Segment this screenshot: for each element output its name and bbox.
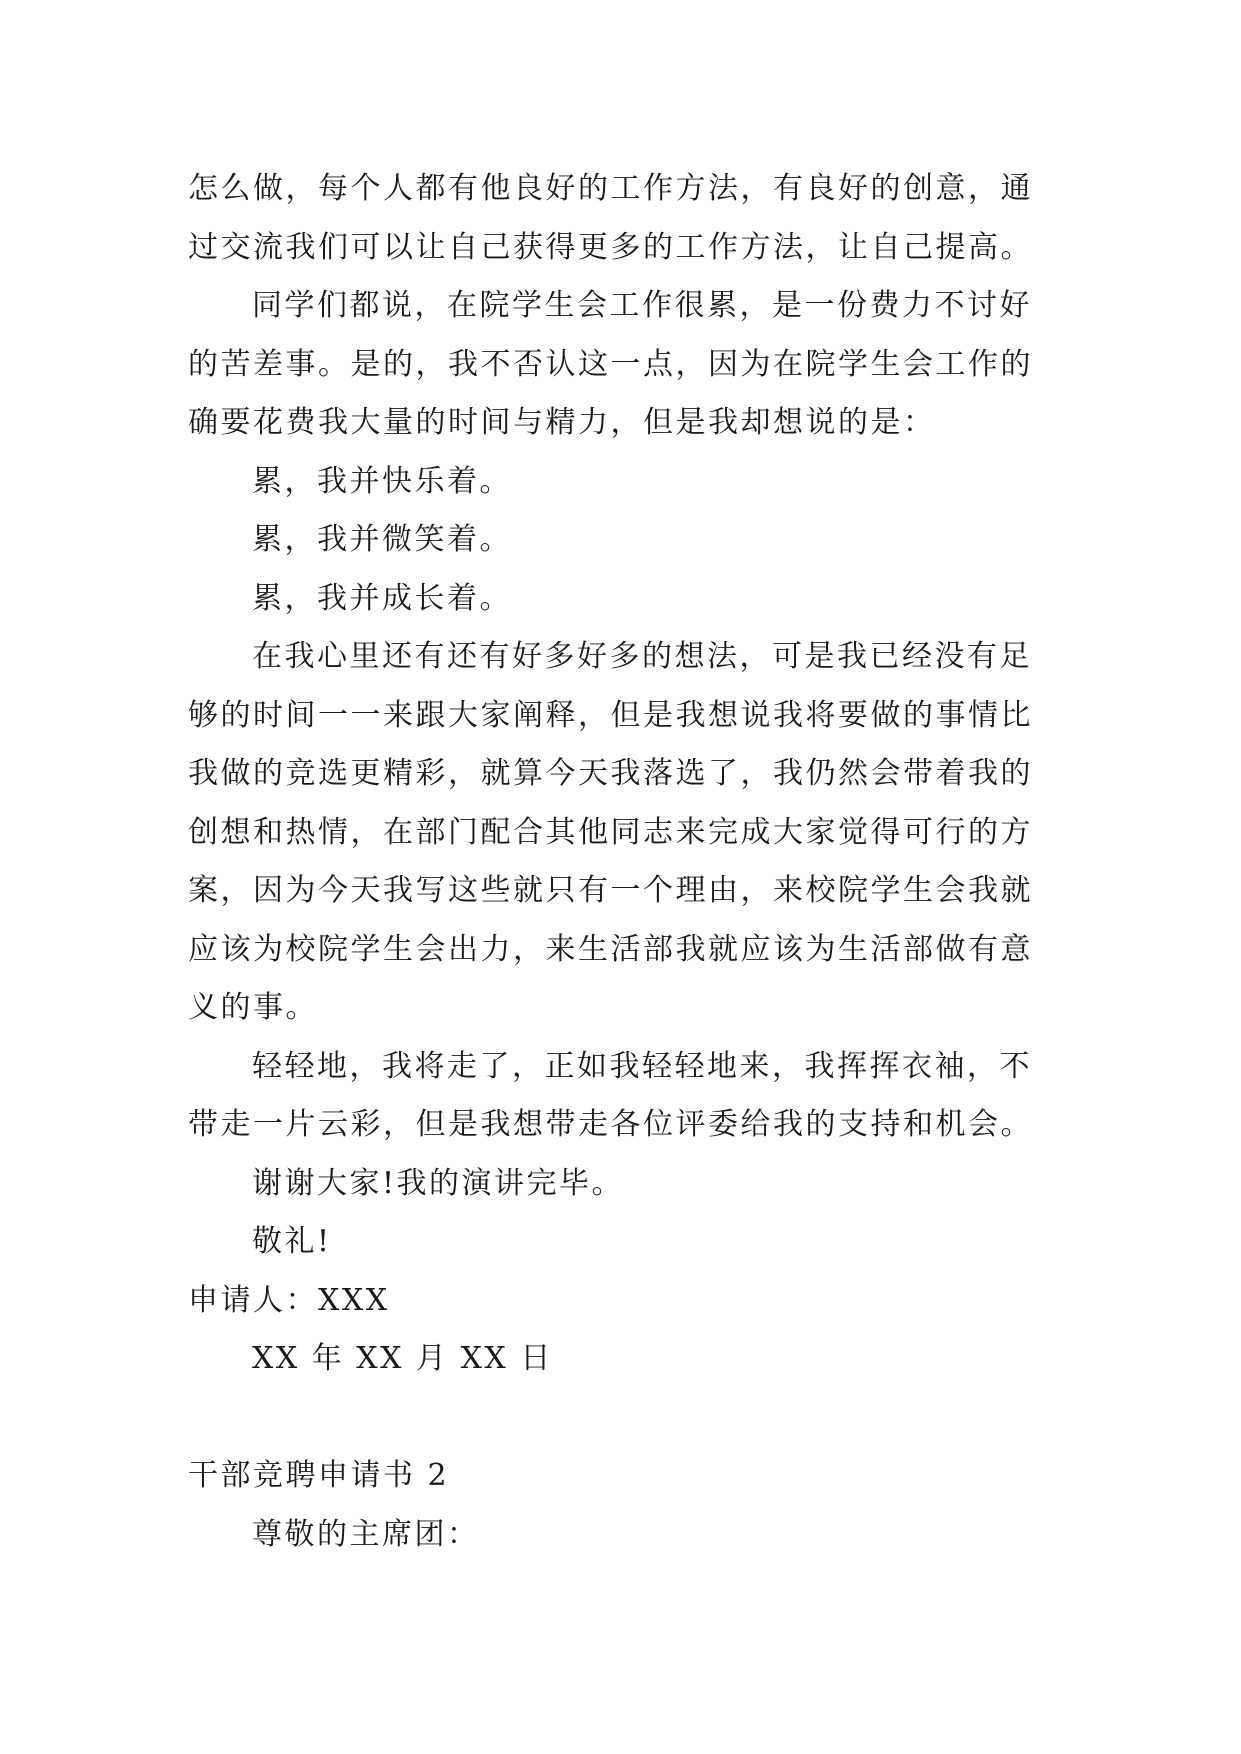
paragraph-line: 轻轻地，我将走了，正如我轻轻地来，我挥挥衣袖，不 <box>252 1048 1032 1084</box>
paragraph-line: 累，我并快乐着。 <box>252 463 512 499</box>
paragraph-line: 够的时间一一来跟大家阐释，但是我想说我将要做的事情比 <box>188 697 1033 733</box>
greeting-line: 尊敬的主席团： <box>252 1516 480 1552</box>
paragraph-line: 应该为校院学生会出力，来生活部我就应该为生活部做有意 <box>188 931 1033 967</box>
paragraph-line: 累，我并微笑着。 <box>252 522 512 557</box>
blank-line <box>188 1389 1060 1448</box>
paragraph-line: 同学们都说，在院学生会工作很累，是一份费力不讨好 <box>252 288 1032 323</box>
paragraph-line: 我做的竞选更精彩，就算今天我落选了，我仍然会带着我的 <box>188 756 1033 791</box>
paragraph-line: 案，因为今天我写这些就只有一个理由，来校院学生会我就 <box>188 873 1033 908</box>
paragraph-line: 创想和热情，在部门配合其他同志来完成大家觉得可行的方 <box>188 814 1033 850</box>
paragraph-line: 确要花费我大量的时间与精力，但是我却想说的是： <box>188 405 936 440</box>
paragraph-line: 过交流我们可以让自己获得更多的工作方法，让自己提高。 <box>188 229 1033 265</box>
paragraph-line: 累，我并成长着。 <box>252 580 512 616</box>
paragraph-line: 的苦差事。是的，我不否认这一点，因为在院学生会工作的 <box>188 346 1033 382</box>
paragraph-line: 义的事。 <box>188 990 318 1025</box>
date-line: XX 年 XX 月 XX 日 <box>252 1341 553 1376</box>
document-body <box>188 160 1060 1564</box>
applicant-line: 申请人：XXX <box>188 1282 390 1318</box>
paragraph-line: 带走一片云彩，但是我想带走各位评委给我的支持和机会。 <box>188 1107 1033 1142</box>
paragraph-line: 怎么做，每个人都有他良好的工作方法，有良好的创意，通 <box>188 171 1033 206</box>
salutation-closing: 敬礼! <box>252 1224 332 1259</box>
closing-thanks: 谢谢大家!我的演讲完毕。 <box>252 1165 625 1201</box>
paragraph-line: 在我心里还有还有好多好多的想法，可是我已经没有足 <box>252 639 1032 674</box>
section-title: 干部竞聘申请书 2 <box>188 1458 450 1493</box>
